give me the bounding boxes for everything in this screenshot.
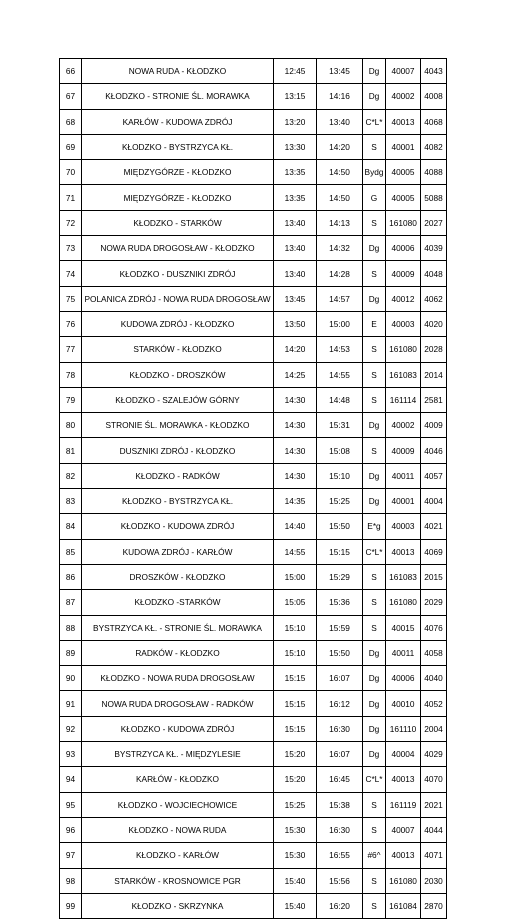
day-code-cell: E*g <box>363 514 386 539</box>
departure-time-cell: 14:25 <box>274 362 317 387</box>
line-number-cell: 40011 <box>386 463 421 488</box>
line-number-cell: 40013 <box>386 109 421 134</box>
line-number-cell: 161119 <box>386 792 421 817</box>
arrival-time-cell: 14:20 <box>317 134 363 159</box>
arrival-time-cell: 15:50 <box>317 640 363 665</box>
arrival-time-cell: 14:55 <box>317 362 363 387</box>
line-number-cell: 161083 <box>386 362 421 387</box>
row-number-cell: 76 <box>60 311 82 336</box>
departure-time-cell: 15:15 <box>274 691 317 716</box>
row-number-cell: 73 <box>60 236 82 261</box>
table-row <box>60 666 447 691</box>
course-number-cell: 4082 <box>421 134 447 159</box>
route-cell: KŁODZKO - RADKÓW <box>82 463 274 488</box>
arrival-time-cell: 16:07 <box>317 666 363 691</box>
course-number-cell: 4069 <box>421 539 447 564</box>
table-row <box>60 615 447 640</box>
row-number-cell: 77 <box>60 337 82 362</box>
arrival-time-cell: 13:40 <box>317 109 363 134</box>
day-code-cell: S <box>363 893 386 918</box>
course-number-cell: 5088 <box>421 185 447 210</box>
arrival-time-cell: 16:20 <box>317 893 363 918</box>
departure-time-cell: 14:30 <box>274 413 317 438</box>
row-number-cell: 75 <box>60 286 82 311</box>
departure-time-cell: 15:00 <box>274 564 317 589</box>
day-code-cell: S <box>363 261 386 286</box>
row-number-cell: 83 <box>60 489 82 514</box>
line-number-cell: 40002 <box>386 413 421 438</box>
row-number-cell: 94 <box>60 767 82 792</box>
row-number-cell: 85 <box>60 539 82 564</box>
arrival-time-cell: 16:12 <box>317 691 363 716</box>
departure-time-cell: 12:45 <box>274 59 317 84</box>
table-row <box>60 893 447 918</box>
table-row <box>60 59 447 84</box>
table-row <box>60 286 447 311</box>
course-number-cell: 4088 <box>421 160 447 185</box>
line-number-cell: 161114 <box>386 387 421 412</box>
row-number-cell: 70 <box>60 160 82 185</box>
table-row <box>60 185 447 210</box>
day-code-cell: Dg <box>363 236 386 261</box>
departure-time-cell: 13:40 <box>274 261 317 286</box>
route-cell: KŁODZKO - DUSZNIKI ZDRÓJ <box>82 261 274 286</box>
row-number-cell: 96 <box>60 817 82 842</box>
departure-time-cell: 15:40 <box>274 893 317 918</box>
line-number-cell: 161080 <box>386 868 421 893</box>
row-number-cell: 91 <box>60 691 82 716</box>
day-code-cell: Dg <box>363 716 386 741</box>
row-number-cell: 87 <box>60 590 82 615</box>
course-number-cell: 2581 <box>421 387 447 412</box>
arrival-time-cell: 13:45 <box>317 59 363 84</box>
line-number-cell: 161080 <box>386 590 421 615</box>
row-number-cell: 86 <box>60 564 82 589</box>
course-number-cell: 4044 <box>421 817 447 842</box>
arrival-time-cell: 16:30 <box>317 817 363 842</box>
table-row <box>60 767 447 792</box>
departure-time-cell: 15:15 <box>274 716 317 741</box>
arrival-time-cell: 16:07 <box>317 742 363 767</box>
day-code-cell: Dg <box>363 84 386 109</box>
departure-time-cell: 14:40 <box>274 514 317 539</box>
arrival-time-cell: 15:10 <box>317 463 363 488</box>
arrival-time-cell: 14:50 <box>317 185 363 210</box>
line-number-cell: 40003 <box>386 311 421 336</box>
table-row <box>60 514 447 539</box>
day-code-cell: S <box>363 792 386 817</box>
day-code-cell: S <box>363 438 386 463</box>
line-number-cell: 40001 <box>386 134 421 159</box>
departure-time-cell: 13:40 <box>274 210 317 235</box>
course-number-cell: 4048 <box>421 261 447 286</box>
row-number-cell: 89 <box>60 640 82 665</box>
arrival-time-cell: 14:48 <box>317 387 363 412</box>
course-number-cell: 2014 <box>421 362 447 387</box>
line-number-cell: 40010 <box>386 691 421 716</box>
line-number-cell: 161080 <box>386 337 421 362</box>
line-number-cell: 40007 <box>386 817 421 842</box>
row-number-cell: 80 <box>60 413 82 438</box>
arrival-time-cell: 15:31 <box>317 413 363 438</box>
departure-time-cell: 14:55 <box>274 539 317 564</box>
day-code-cell: Dg <box>363 666 386 691</box>
row-number-cell: 71 <box>60 185 82 210</box>
row-number-cell: 66 <box>60 59 82 84</box>
arrival-time-cell: 15:00 <box>317 311 363 336</box>
line-number-cell: 40003 <box>386 514 421 539</box>
route-cell: KŁODZKO - WOJCIECHOWICE <box>82 792 274 817</box>
course-number-cell: 2027 <box>421 210 447 235</box>
course-number-cell: 4008 <box>421 84 447 109</box>
day-code-cell: E <box>363 311 386 336</box>
row-number-cell: 97 <box>60 843 82 868</box>
day-code-cell: S <box>363 590 386 615</box>
course-number-cell: 2004 <box>421 716 447 741</box>
table-row <box>60 160 447 185</box>
departure-time-cell: 15:40 <box>274 868 317 893</box>
arrival-time-cell: 15:29 <box>317 564 363 589</box>
route-cell: KŁODZKO - BYSTRZYCA KŁ. <box>82 489 274 514</box>
departure-time-cell: 15:20 <box>274 742 317 767</box>
line-number-cell: 40013 <box>386 539 421 564</box>
day-code-cell: #6^ <box>363 843 386 868</box>
route-cell: STRONIE ŚL. MORAWKA - KŁODZKO <box>82 413 274 438</box>
table-row <box>60 84 447 109</box>
table-row <box>60 843 447 868</box>
course-number-cell: 4076 <box>421 615 447 640</box>
timetable-table <box>59 58 447 919</box>
course-number-cell: 4039 <box>421 236 447 261</box>
route-cell: KŁODZKO - DROSZKÓW <box>82 362 274 387</box>
departure-time-cell: 13:45 <box>274 286 317 311</box>
course-number-cell: 4020 <box>421 311 447 336</box>
day-code-cell: S <box>363 564 386 589</box>
departure-time-cell: 13:15 <box>274 84 317 109</box>
line-number-cell: 40015 <box>386 615 421 640</box>
route-cell: KŁODZKO - KUDOWA ZDRÓJ <box>82 716 274 741</box>
day-code-cell: Bydg <box>363 160 386 185</box>
line-number-cell: 161084 <box>386 893 421 918</box>
departure-time-cell: 15:10 <box>274 640 317 665</box>
line-number-cell: 40006 <box>386 236 421 261</box>
line-number-cell: 40001 <box>386 489 421 514</box>
day-code-cell: S <box>363 817 386 842</box>
arrival-time-cell: 14:53 <box>317 337 363 362</box>
route-cell: KŁODZKO - NOWA RUDA <box>82 817 274 842</box>
line-number-cell: 40013 <box>386 843 421 868</box>
row-number-cell: 78 <box>60 362 82 387</box>
arrival-time-cell: 16:45 <box>317 767 363 792</box>
route-cell: RADKÓW - KŁODZKO <box>82 640 274 665</box>
day-code-cell: S <box>363 210 386 235</box>
arrival-time-cell: 15:59 <box>317 615 363 640</box>
line-number-cell: 40012 <box>386 286 421 311</box>
line-number-cell: 161083 <box>386 564 421 589</box>
day-code-cell: S <box>363 387 386 412</box>
table-row <box>60 413 447 438</box>
line-number-cell: 40009 <box>386 438 421 463</box>
table-row <box>60 311 447 336</box>
day-code-cell: C*L* <box>363 767 386 792</box>
table-row <box>60 463 447 488</box>
departure-time-cell: 15:25 <box>274 792 317 817</box>
departure-time-cell: 13:30 <box>274 134 317 159</box>
course-number-cell: 2015 <box>421 564 447 589</box>
course-number-cell: 4046 <box>421 438 447 463</box>
table-row <box>60 590 447 615</box>
day-code-cell: G <box>363 185 386 210</box>
course-number-cell: 4004 <box>421 489 447 514</box>
course-number-cell: 2029 <box>421 590 447 615</box>
day-code-cell: S <box>363 615 386 640</box>
line-number-cell: 40013 <box>386 767 421 792</box>
line-number-cell: 40004 <box>386 742 421 767</box>
arrival-time-cell: 14:50 <box>317 160 363 185</box>
route-cell: KŁODZKO - KARŁÓW <box>82 843 274 868</box>
departure-time-cell: 15:10 <box>274 615 317 640</box>
table-row <box>60 109 447 134</box>
arrival-time-cell: 15:38 <box>317 792 363 817</box>
route-cell: BYSTRZYCA KŁ. - STRONIE ŚL. MORAWKA <box>82 615 274 640</box>
table-row <box>60 210 447 235</box>
table-row <box>60 640 447 665</box>
day-code-cell: Dg <box>363 640 386 665</box>
row-number-cell: 95 <box>60 792 82 817</box>
route-cell: KŁODZKO - STRONIE ŚL. MORAWKA <box>82 84 274 109</box>
departure-time-cell: 13:35 <box>274 160 317 185</box>
course-number-cell: 4070 <box>421 767 447 792</box>
arrival-time-cell: 16:30 <box>317 716 363 741</box>
departure-time-cell: 15:30 <box>274 817 317 842</box>
table-row <box>60 337 447 362</box>
line-number-cell: 40007 <box>386 59 421 84</box>
departure-time-cell: 14:35 <box>274 489 317 514</box>
row-number-cell: 68 <box>60 109 82 134</box>
course-number-cell: 4058 <box>421 640 447 665</box>
row-number-cell: 74 <box>60 261 82 286</box>
day-code-cell: C*L* <box>363 109 386 134</box>
day-code-cell: S <box>363 868 386 893</box>
route-cell: KŁODZKO - SZALEJÓW GÓRNY <box>82 387 274 412</box>
row-number-cell: 82 <box>60 463 82 488</box>
line-number-cell: 40002 <box>386 84 421 109</box>
course-number-cell: 4040 <box>421 666 447 691</box>
day-code-cell: S <box>363 362 386 387</box>
route-cell: DROSZKÓW - KŁODZKO <box>82 564 274 589</box>
arrival-time-cell: 15:50 <box>317 514 363 539</box>
route-cell: KUDOWA ZDRÓJ - KARŁÓW <box>82 539 274 564</box>
departure-time-cell: 15:30 <box>274 843 317 868</box>
route-cell: KŁODZKO - STARKÓW <box>82 210 274 235</box>
table-row <box>60 792 447 817</box>
route-cell: KŁODZKO - KUDOWA ZDRÓJ <box>82 514 274 539</box>
table-row <box>60 564 447 589</box>
arrival-time-cell: 15:36 <box>317 590 363 615</box>
route-cell: KŁODZKO - SKRZYNKA <box>82 893 274 918</box>
row-number-cell: 84 <box>60 514 82 539</box>
course-number-cell: 2028 <box>421 337 447 362</box>
departure-time-cell: 13:20 <box>274 109 317 134</box>
departure-time-cell: 15:05 <box>274 590 317 615</box>
route-cell: BYSTRZYCA KŁ. - MIĘDZYLESIE <box>82 742 274 767</box>
table-row <box>60 438 447 463</box>
course-number-cell: 4062 <box>421 286 447 311</box>
arrival-time-cell: 15:15 <box>317 539 363 564</box>
table-row <box>60 362 447 387</box>
course-number-cell: 4071 <box>421 843 447 868</box>
day-code-cell: S <box>363 337 386 362</box>
route-cell: KŁODZKO -STARKÓW <box>82 590 274 615</box>
row-number-cell: 99 <box>60 893 82 918</box>
arrival-time-cell: 14:28 <box>317 261 363 286</box>
departure-time-cell: 13:50 <box>274 311 317 336</box>
day-code-cell: Dg <box>363 59 386 84</box>
row-number-cell: 69 <box>60 134 82 159</box>
row-number-cell: 93 <box>60 742 82 767</box>
table-row <box>60 134 447 159</box>
line-number-cell: 40005 <box>386 160 421 185</box>
day-code-cell: Dg <box>363 742 386 767</box>
day-code-cell: Dg <box>363 286 386 311</box>
table-row <box>60 742 447 767</box>
table-row <box>60 539 447 564</box>
departure-time-cell: 14:30 <box>274 438 317 463</box>
departure-time-cell: 15:15 <box>274 666 317 691</box>
course-number-cell: 4068 <box>421 109 447 134</box>
timetable-page <box>59 58 447 919</box>
route-cell: NOWA RUDA DROGOSŁAW - RADKÓW <box>82 691 274 716</box>
route-cell: KŁODZKO - BYSTRZYCA KŁ. <box>82 134 274 159</box>
day-code-cell: Dg <box>363 413 386 438</box>
arrival-time-cell: 15:56 <box>317 868 363 893</box>
row-number-cell: 67 <box>60 84 82 109</box>
route-cell: KUDOWA ZDRÓJ - KŁODZKO <box>82 311 274 336</box>
day-code-cell: Dg <box>363 691 386 716</box>
arrival-time-cell: 14:13 <box>317 210 363 235</box>
route-cell: MIĘDZYGÓRZE - KŁODZKO <box>82 185 274 210</box>
route-cell: KŁODZKO - NOWA RUDA DROGOSŁAW <box>82 666 274 691</box>
table-row <box>60 716 447 741</box>
table-row <box>60 691 447 716</box>
route-cell: KARŁÓW - KŁODZKO <box>82 767 274 792</box>
route-cell: KARŁÓW - KUDOWA ZDRÓJ <box>82 109 274 134</box>
route-cell: DUSZNIKI ZDRÓJ - KŁODZKO <box>82 438 274 463</box>
day-code-cell: S <box>363 134 386 159</box>
course-number-cell: 2030 <box>421 868 447 893</box>
departure-time-cell: 13:40 <box>274 236 317 261</box>
arrival-time-cell: 15:08 <box>317 438 363 463</box>
line-number-cell: 161080 <box>386 210 421 235</box>
departure-time-cell: 13:35 <box>274 185 317 210</box>
row-number-cell: 90 <box>60 666 82 691</box>
route-cell: STARKÓW - KŁODZKO <box>82 337 274 362</box>
departure-time-cell: 15:20 <box>274 767 317 792</box>
arrival-time-cell: 14:16 <box>317 84 363 109</box>
table-row <box>60 387 447 412</box>
route-cell: NOWA RUDA - KŁODZKO <box>82 59 274 84</box>
course-number-cell: 2870 <box>421 893 447 918</box>
row-number-cell: 98 <box>60 868 82 893</box>
table-row <box>60 261 447 286</box>
course-number-cell: 4057 <box>421 463 447 488</box>
course-number-cell: 4043 <box>421 59 447 84</box>
table-row <box>60 236 447 261</box>
course-number-cell: 4029 <box>421 742 447 767</box>
line-number-cell: 40006 <box>386 666 421 691</box>
route-cell: NOWA RUDA DROGOSŁAW - KŁODZKO <box>82 236 274 261</box>
table-row <box>60 817 447 842</box>
row-number-cell: 81 <box>60 438 82 463</box>
line-number-cell: 161110 <box>386 716 421 741</box>
table-row <box>60 868 447 893</box>
line-number-cell: 40005 <box>386 185 421 210</box>
route-cell: STARKÓW - KROSNOWICE PGR <box>82 868 274 893</box>
timetable-body <box>60 59 447 919</box>
row-number-cell: 72 <box>60 210 82 235</box>
departure-time-cell: 14:30 <box>274 463 317 488</box>
arrival-time-cell: 14:32 <box>317 236 363 261</box>
row-number-cell: 92 <box>60 716 82 741</box>
arrival-time-cell: 14:57 <box>317 286 363 311</box>
day-code-cell: C*L* <box>363 539 386 564</box>
row-number-cell: 88 <box>60 615 82 640</box>
course-number-cell: 4052 <box>421 691 447 716</box>
course-number-cell: 2021 <box>421 792 447 817</box>
row-number-cell: 79 <box>60 387 82 412</box>
route-cell: POLANICA ZDRÓJ - NOWA RUDA DROGOSŁAW <box>82 286 274 311</box>
arrival-time-cell: 16:55 <box>317 843 363 868</box>
line-number-cell: 40009 <box>386 261 421 286</box>
table-row <box>60 489 447 514</box>
day-code-cell: Dg <box>363 463 386 488</box>
departure-time-cell: 14:20 <box>274 337 317 362</box>
day-code-cell: Dg <box>363 489 386 514</box>
course-number-cell: 4009 <box>421 413 447 438</box>
route-cell: MIĘDZYGÓRZE - KŁODZKO <box>82 160 274 185</box>
line-number-cell: 40011 <box>386 640 421 665</box>
departure-time-cell: 14:30 <box>274 387 317 412</box>
arrival-time-cell: 15:25 <box>317 489 363 514</box>
course-number-cell: 4021 <box>421 514 447 539</box>
